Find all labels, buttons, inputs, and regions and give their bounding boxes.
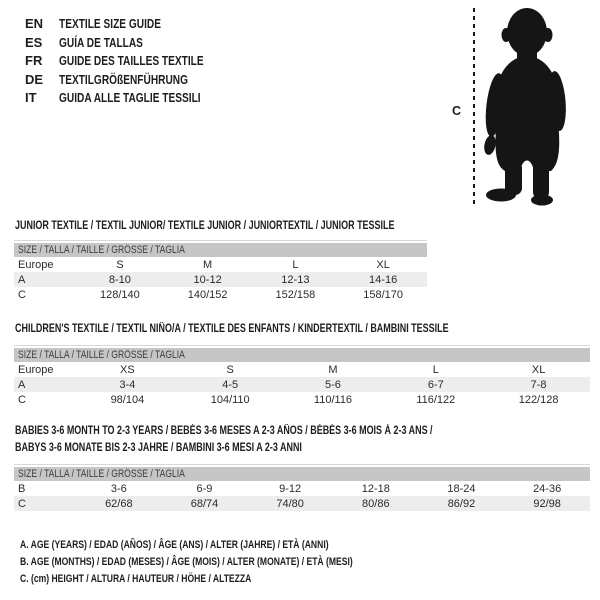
table-cell: M — [203, 258, 213, 271]
language-title: TEXTILGRÖßENFÜHRUNG — [59, 71, 189, 87]
table-row — [14, 362, 590, 377]
section-heading-text: BABYS 3-6 MONATE BIS 2-3 JAHRE / BAMBINI 3-6 MESI A 2-3 ANNI — [15, 441, 302, 454]
table-cell: 6-7 — [384, 377, 487, 392]
table-cell: 152/158 — [275, 288, 316, 301]
table-row — [14, 496, 590, 511]
table-cell: 116/122 — [416, 393, 456, 406]
section-heading-children — [15, 321, 571, 338]
table-row — [14, 377, 590, 392]
table-cell: 140/152 — [187, 288, 228, 301]
table-cell: 128/140 — [99, 288, 140, 301]
section-heading-text: JUNIOR TEXTILE / TEXTIL JUNIOR/ TEXTILE JUNIOR / JUNIORTEXTIL / JUNIOR TESSILE — [15, 220, 395, 232]
size-header-text: SIZE / TALLA / TAILLE / GRÖSSE / TAGLIA — [18, 349, 185, 361]
section-heading-text: BABIES 3-6 MONTH TO 2-3 YEARS / BEBÉS 3-6 MESES A 2-3 AÑOS / BÉBÉS 3-6 MOIS À 2-3 ANS / — [15, 425, 433, 437]
table-cell: XS — [120, 363, 135, 376]
table-cell: 14-16 — [339, 272, 427, 287]
section-heading-babies — [15, 423, 550, 456]
language-line — [25, 52, 244, 71]
row-label: A — [14, 272, 76, 287]
table-cell: 92/98 — [504, 496, 590, 511]
table-cell: 24-36 — [533, 482, 562, 495]
row-label: B — [18, 482, 26, 495]
table-cell: 9-12 — [279, 482, 302, 495]
language-line — [25, 71, 244, 90]
language-title-list — [25, 15, 244, 108]
table-row — [14, 257, 427, 272]
note-text: B. AGE (MONTHS) / EDAD (MESES) / ÂGE (MOIS) / ALTER (MONATE) / ETÀ (MESI) — [20, 556, 353, 568]
language-code: IT — [25, 90, 37, 106]
language-title: GUIDA ALLE TAGLIE TESSILI — [59, 90, 201, 106]
language-code: EN — [25, 16, 44, 31]
language-line — [25, 15, 244, 34]
language-code: DE — [25, 71, 44, 87]
note-text: C. (cm) HEIGHT / ALTURA / HAUTEUR / HÖHE / ALTEZZA — [20, 573, 252, 585]
row-label: A — [14, 377, 76, 392]
table-cell: 4-5 — [179, 377, 282, 392]
legend-notes — [20, 537, 447, 588]
table-cell: 98/104 — [110, 393, 145, 406]
size-header-band — [14, 348, 590, 362]
baby-silhouette-icon — [481, 5, 571, 207]
table-cell: 8-10 — [76, 272, 164, 287]
table-cell: 6-9 — [196, 482, 213, 495]
row-label: C — [18, 393, 26, 406]
table-cell: M — [328, 363, 338, 376]
table-cell: 62/68 — [76, 496, 162, 511]
row-label: Europe — [18, 258, 54, 271]
table-cell: 12-18 — [361, 482, 390, 495]
table-cell: 12-13 — [252, 272, 340, 287]
table-cell: L — [292, 258, 299, 271]
table-cell: 7-8 — [487, 377, 590, 392]
language-line — [25, 89, 244, 108]
junior-size-table — [14, 240, 427, 302]
table-cell: S — [226, 363, 234, 376]
table-row — [14, 481, 590, 496]
size-header-text: SIZE / TALLA / TAILLE / GRÖSSE / TAGLIA — [18, 468, 185, 480]
table-cell: 122/128 — [518, 393, 559, 406]
language-title: TEXTILE SIZE GUIDE — [59, 16, 161, 31]
table-row — [14, 272, 427, 287]
note-line-c — [20, 571, 447, 588]
size-header-band — [14, 243, 427, 257]
table-cell: S — [116, 258, 124, 271]
row-label: C — [14, 496, 76, 511]
row-label: Europe — [18, 363, 54, 376]
section-heading-text: CHILDREN'S TEXTILE / TEXTIL NIÑO/A / TEXTILE DES ENFANTS / KINDERTEXTIL / BAMBINI TESSILE — [15, 323, 449, 335]
table-cell: XL — [376, 258, 390, 271]
table-cell: L — [432, 363, 439, 376]
table-cell: 3-6 — [110, 482, 127, 495]
table-cell: 18-24 — [447, 482, 476, 495]
row-label: C — [18, 288, 26, 301]
note-line-b — [20, 554, 447, 571]
table-body — [14, 481, 590, 511]
table-cell: 68/74 — [162, 496, 248, 511]
size-header-band — [14, 467, 590, 481]
table-cell: 74/80 — [247, 496, 333, 511]
table-body — [14, 362, 590, 407]
language-code: ES — [25, 34, 43, 50]
table-cell: 104/110 — [210, 393, 250, 406]
figure-height-label: C — [452, 104, 462, 118]
note-text: A. AGE (YEARS) / EDAD (AÑOS) / ÂGE (ANS) / ALTER (JAHRE) / ETÀ (ANNI) — [20, 539, 329, 551]
language-line — [25, 34, 244, 53]
size-header-text: SIZE / TALLA / TAILLE / GRÖSSE / TAGLIA — [18, 244, 185, 256]
language-title: GUIDE DES TAILLES TEXTILE — [59, 53, 204, 69]
table-cell: 5-6 — [282, 377, 385, 392]
table-row — [14, 392, 590, 407]
table-cell: 110/116 — [313, 393, 353, 406]
table-row — [14, 287, 427, 302]
table-cell: 158/170 — [363, 288, 403, 301]
table-cell: XL — [531, 363, 546, 376]
section-heading-junior — [15, 218, 501, 235]
note-line-a — [20, 537, 447, 554]
table-cell: 3-4 — [76, 377, 179, 392]
table-cell: 86/92 — [419, 496, 505, 511]
table-cell: 10-12 — [164, 272, 252, 287]
table-body — [14, 257, 427, 302]
language-code: FR — [25, 53, 43, 69]
babies-size-table — [14, 464, 590, 511]
height-measure-dashed-line — [473, 8, 475, 208]
table-cell: 80/86 — [333, 496, 419, 511]
children-size-table — [14, 345, 590, 407]
language-title: GUÍA DE TALLAS — [59, 34, 143, 50]
